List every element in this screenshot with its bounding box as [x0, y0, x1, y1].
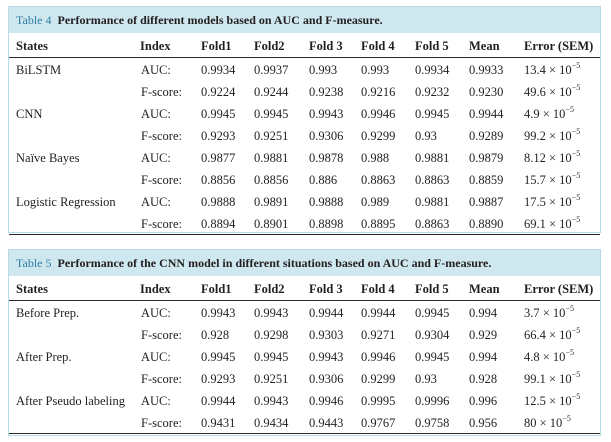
table-row [9, 190, 600, 212]
index-cell: AUC: [141, 394, 171, 408]
value-cell: 0.8863 [415, 173, 450, 187]
error-exponent: −5 [571, 127, 581, 136]
value-cell: 0.9995 [361, 394, 396, 408]
table-caption [9, 250, 600, 276]
column-header: Index [140, 39, 171, 53]
value-cell: 0.8859 [469, 173, 504, 187]
column-header: Error (SEM) [524, 39, 594, 53]
table-row [9, 367, 600, 389]
value-cell: 0.9945 [415, 350, 450, 364]
error-cell [524, 195, 580, 210]
value-cell: 0.9943 [309, 107, 344, 121]
state-cell: CNN [16, 107, 43, 121]
table-row [9, 411, 600, 434]
value-cell: 0.9996 [415, 394, 450, 408]
error-base: 8.12 × 10 [524, 151, 572, 165]
value-cell: 0.9944 [309, 306, 344, 320]
column-header: Fold 5 [415, 282, 449, 296]
error-base: 13.4 × 10 [524, 63, 572, 77]
value-cell: 0.993 [309, 63, 338, 77]
error-cell [524, 129, 580, 144]
value-cell: 0.8856 [201, 173, 236, 187]
value-cell: 0.9431 [201, 416, 236, 430]
value-cell: 0.9943 [254, 306, 289, 320]
value-cell: 0.9945 [254, 107, 289, 121]
error-cell [524, 173, 580, 188]
value-cell: 0.8898 [309, 217, 344, 231]
value-cell: 0.9881 [415, 195, 450, 209]
value-cell: 0.9946 [361, 350, 396, 364]
value-cell: 0.9306 [309, 372, 344, 386]
error-cell [524, 63, 580, 78]
table-row [9, 345, 600, 367]
index-cell: AUC: [141, 151, 171, 165]
table-row [9, 80, 600, 102]
error-cell [524, 416, 571, 431]
column-header: States [16, 282, 48, 296]
column-header: Fold2 [254, 39, 285, 53]
table-row [9, 212, 600, 235]
error-base: 80 × 10 [524, 416, 563, 430]
value-cell: 0.9891 [254, 195, 289, 209]
value-cell: 0.9224 [201, 85, 236, 99]
value-cell: 0.989 [361, 195, 390, 209]
value-cell: 0.9946 [361, 107, 396, 121]
value-cell: 0.928 [469, 372, 498, 386]
value-cell: 0.9945 [415, 306, 450, 320]
error-cell [524, 217, 580, 232]
value-cell: 0.9304 [415, 328, 450, 342]
table-row [9, 146, 600, 168]
error-exponent: −5 [565, 348, 574, 357]
table-title: Performance of the CNN model in different situations based on AUC and F-measure. [57, 256, 492, 270]
index-cell: F-score: [141, 416, 182, 430]
value-cell: 0.8894 [201, 217, 236, 231]
error-base: 69.1 × 10 [524, 217, 572, 231]
value-cell: 0.93 [415, 372, 437, 386]
value-cell: 0.9216 [361, 85, 396, 99]
column-header: Mean [469, 39, 500, 53]
value-cell: 0.9877 [201, 151, 236, 165]
error-base: 17.5 × 10 [524, 195, 572, 209]
error-base: 49.6 × 10 [524, 85, 572, 99]
value-cell: 0.9251 [254, 129, 289, 143]
index-cell: F-score: [141, 372, 182, 386]
table-row [9, 389, 600, 411]
error-exponent: −5 [571, 171, 581, 180]
value-cell: 0.9443 [309, 416, 344, 430]
value-cell: 0.994 [469, 350, 498, 364]
value-cell: 0.8901 [254, 217, 289, 231]
value-cell: 0.9879 [469, 151, 504, 165]
state-cell: After Prep. [16, 350, 72, 364]
error-exponent: −5 [571, 149, 581, 158]
error-exponent: −5 [571, 83, 581, 92]
value-cell: 0.9303 [309, 328, 344, 342]
column-header: Index [140, 282, 171, 296]
error-base: 4.8 × 10 [524, 350, 566, 364]
state-cell: Naïve Bayes [16, 151, 80, 165]
value-cell: 0.9232 [415, 85, 450, 99]
value-cell: 0.9933 [469, 63, 504, 77]
value-cell: 0.9244 [254, 85, 289, 99]
value-cell: 0.9434 [254, 416, 289, 430]
error-cell [524, 151, 580, 166]
value-cell: 0.9251 [254, 372, 289, 386]
index-cell: AUC: [141, 306, 171, 320]
value-cell: 0.994 [469, 306, 498, 320]
index-cell: F-score: [141, 328, 182, 342]
value-cell: 0.8895 [361, 217, 396, 231]
value-cell: 0.928 [201, 328, 230, 342]
error-cell [524, 328, 580, 343]
table-title: Performance of different models based on AUC and F-measure. [57, 13, 383, 27]
index-cell: AUC: [141, 195, 171, 209]
value-cell: 0.9306 [309, 129, 344, 143]
value-cell: 0.93 [415, 129, 437, 143]
value-cell: 0.9881 [254, 151, 289, 165]
table-row [9, 124, 600, 146]
value-cell: 0.9943 [201, 306, 236, 320]
table-number: Table 4 [16, 13, 52, 27]
column-header: Fold 4 [361, 39, 395, 53]
error-exponent: −5 [571, 370, 581, 379]
column-header: Fold 5 [415, 39, 449, 53]
table-row [9, 58, 600, 80]
state-cell: BiLSTM [16, 63, 62, 77]
value-cell: 0.9945 [415, 107, 450, 121]
value-cell: 0.9299 [361, 129, 396, 143]
table-row [9, 323, 600, 345]
value-cell: 0.988 [361, 151, 390, 165]
error-base: 99.2 × 10 [524, 129, 572, 143]
table-4 [8, 6, 601, 233]
state-cell: Logistic Regression [16, 195, 116, 209]
state-cell: Before Prep. [16, 306, 80, 320]
error-base: 4.9 × 10 [524, 107, 566, 121]
table-5 [8, 249, 601, 436]
error-base: 99.1 × 10 [524, 372, 572, 386]
error-exponent: −5 [571, 193, 581, 202]
index-cell: AUC: [141, 63, 171, 77]
error-exponent: −5 [562, 414, 571, 423]
value-cell: 0.9767 [361, 416, 396, 430]
column-header: Fold 3 [309, 39, 343, 53]
table-header-row [9, 33, 600, 58]
value-cell: 0.8863 [361, 173, 396, 187]
index-cell: AUC: [141, 107, 171, 121]
column-header: Fold 4 [361, 282, 395, 296]
value-cell: 0.9881 [415, 151, 450, 165]
error-cell [524, 107, 574, 122]
error-cell [524, 372, 580, 387]
error-cell [524, 394, 580, 409]
value-cell: 0.9888 [309, 195, 344, 209]
index-cell: AUC: [141, 350, 171, 364]
error-base: 66.4 × 10 [524, 328, 572, 342]
value-cell: 0.9293 [201, 129, 236, 143]
value-cell: 0.956 [469, 416, 498, 430]
value-cell: 0.996 [469, 394, 498, 408]
value-cell: 0.9945 [254, 350, 289, 364]
value-cell: 0.8890 [469, 217, 504, 231]
column-header: States [16, 39, 48, 53]
index-cell: F-score: [141, 173, 182, 187]
error-exponent: −5 [571, 326, 581, 335]
error-exponent: −5 [565, 304, 574, 313]
value-cell: 0.9943 [254, 394, 289, 408]
value-cell: 0.8863 [415, 217, 450, 231]
index-cell: F-score: [141, 85, 182, 99]
value-cell: 0.9298 [254, 328, 289, 342]
table-row [9, 301, 600, 323]
value-cell: 0.9238 [309, 85, 344, 99]
value-cell: 0.9945 [201, 350, 236, 364]
value-cell: 0.8856 [254, 173, 289, 187]
value-cell: 0.886 [309, 173, 338, 187]
table-header-row [9, 276, 600, 301]
column-header: Fold1 [201, 282, 232, 296]
error-base: 3.7 × 10 [524, 306, 566, 320]
column-header: Error (SEM) [524, 282, 594, 296]
value-cell: 0.9758 [415, 416, 450, 430]
table-row [9, 168, 600, 190]
error-base: 12.5 × 10 [524, 394, 572, 408]
value-cell: 0.9946 [309, 394, 344, 408]
error-exponent: −5 [571, 392, 581, 401]
value-cell: 0.993 [361, 63, 390, 77]
value-cell: 0.9945 [201, 107, 236, 121]
state-cell: After Pseudo labeling [16, 394, 126, 408]
value-cell: 0.9230 [469, 85, 504, 99]
value-cell: 0.9934 [415, 63, 450, 77]
value-cell: 0.9934 [201, 63, 236, 77]
value-cell: 0.9937 [254, 63, 289, 77]
value-cell: 0.9299 [361, 372, 396, 386]
index-cell: F-score: [141, 217, 182, 231]
error-exponent: −5 [571, 215, 581, 224]
value-cell: 0.9289 [469, 129, 504, 143]
table-caption [9, 7, 600, 33]
column-header: Fold1 [201, 39, 232, 53]
value-cell: 0.929 [469, 328, 498, 342]
table-number: Table 5 [16, 256, 52, 270]
error-exponent: −5 [565, 105, 574, 114]
value-cell: 0.9888 [201, 195, 236, 209]
value-cell: 0.9887 [469, 195, 504, 209]
value-cell: 0.9943 [309, 350, 344, 364]
error-exponent: −5 [571, 61, 581, 70]
error-base: 15.7 × 10 [524, 173, 572, 187]
error-cell [524, 85, 580, 100]
value-cell: 0.9271 [361, 328, 396, 342]
column-header: Fold 3 [309, 282, 343, 296]
value-cell: 0.9944 [361, 306, 396, 320]
value-cell: 0.9944 [469, 107, 504, 121]
column-header: Mean [469, 282, 500, 296]
table-row [9, 102, 600, 124]
value-cell: 0.9944 [201, 394, 236, 408]
index-cell: F-score: [141, 129, 182, 143]
error-cell [524, 306, 574, 321]
value-cell: 0.9878 [309, 151, 344, 165]
value-cell: 0.9293 [201, 372, 236, 386]
column-header: Fold2 [254, 282, 285, 296]
error-cell [524, 350, 574, 365]
